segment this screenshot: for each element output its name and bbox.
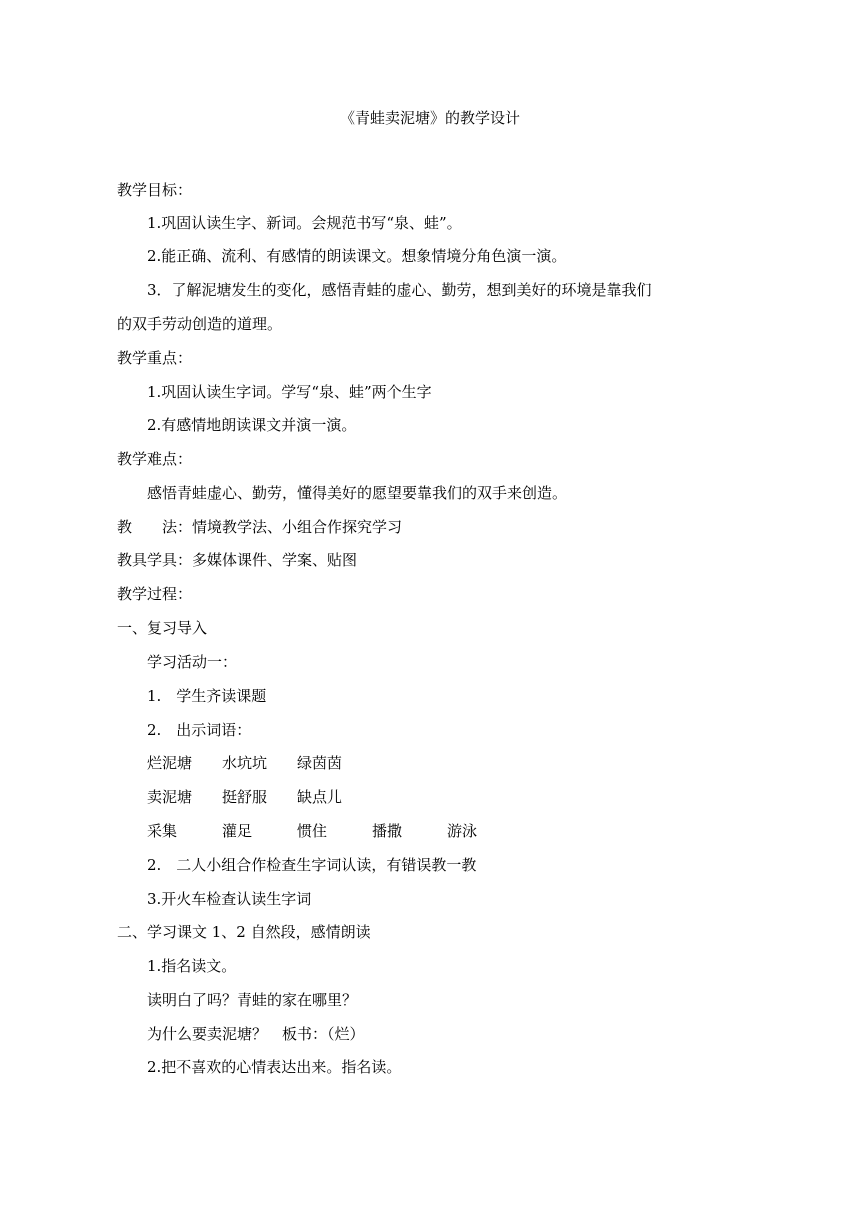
section-2-question-2: 为什么要卖泥塘？ 板书：（烂） xyxy=(147,1025,365,1043)
teaching-method: 教 法：情境教学法、小组合作探究学习 xyxy=(117,518,403,536)
section-2-step-1: 1.指名读文。 xyxy=(147,957,237,975)
heading-teaching-goals: 教学目标： xyxy=(117,181,193,199)
document-title: 《青蛙卖泥塘》的教学设计 xyxy=(339,109,520,127)
section-2-step-2: 2.把不喜欢的心情表达出来。指名读。 xyxy=(147,1058,402,1076)
section-1-heading: 一、复习导入 xyxy=(117,619,208,637)
difficulty-text: 感悟青蛙虚心、勤劳，懂得美好的愿望要靠我们的双手来创造。 xyxy=(147,484,568,502)
heading-difficulties: 教学难点： xyxy=(117,450,193,468)
word-row-3: 采集 灌足 惯住 播撒 游泳 xyxy=(147,822,478,840)
goal-item-2: 2.能正确、流利、有感情的朗读课文。想象情境分角色演一演。 xyxy=(147,247,567,265)
section-2-heading: 二、学习课文 1、2 自然段，感情朗读 xyxy=(117,923,371,941)
heading-process: 教学过程： xyxy=(117,585,193,603)
section-2-question-1: 读明白了吗？青蛙的家在哪里？ xyxy=(147,991,358,1009)
activity-step-2: 2. 出示词语： xyxy=(147,721,252,739)
activity-step-3: 2. 二人小组合作检查生字词认读，有错误教一教 xyxy=(147,856,477,874)
activity-step-4: 3.开火车检查认读生字词 xyxy=(147,890,312,908)
heading-key-points: 教学重点： xyxy=(117,349,193,367)
word-row-1: 烂泥塘 水坑坑 绿茵茵 xyxy=(147,754,343,772)
goal-item-1: 1.巩固认读生字、新词。会规范书写“泉、蛙”。 xyxy=(147,214,462,232)
activity-1-label: 学习活动一： xyxy=(147,653,238,671)
word-row-2: 卖泥塘 挺舒服 缺点儿 xyxy=(147,788,343,806)
key-point-2: 2.有感情地朗读课文并演一演。 xyxy=(147,416,357,434)
teaching-aids: 教具学具：多媒体课件、学案、贴图 xyxy=(117,551,358,569)
activity-step-1: 1. 学生齐读课题 xyxy=(147,687,267,705)
goal-item-3: 3．了解泥塘发生的变化，感悟青蛙的虚心、勤劳，想到美好的环境是靠我们 xyxy=(147,281,652,299)
key-point-1: 1.巩固认读生字词。学写“泉、蛙”两个生字 xyxy=(147,383,432,401)
goal-item-3-continued: 的双手劳动创造的道理。 xyxy=(117,315,283,333)
